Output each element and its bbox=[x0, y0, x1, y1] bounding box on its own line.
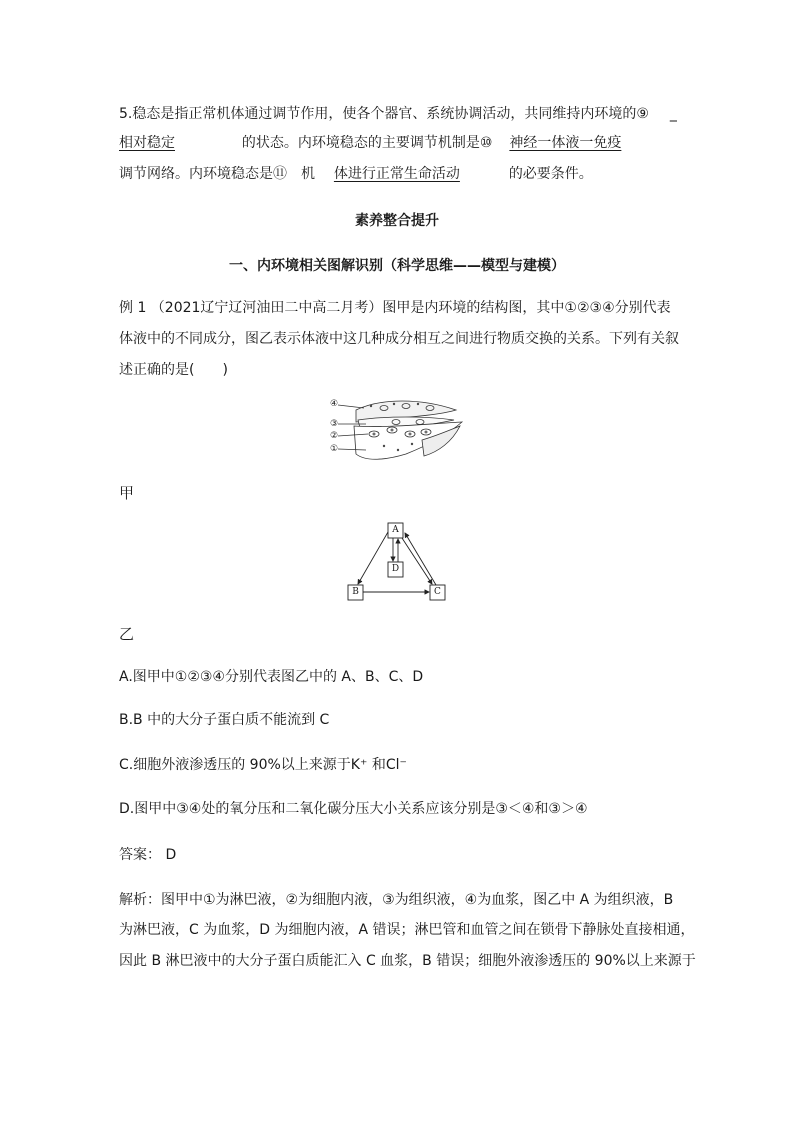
example-line-1: 例 1 （2021辽宁辽河油田二中高二月考）图甲是内环境的结构图，其中①②③④分别代表 bbox=[119, 300, 671, 316]
option-a: A.图甲中①②③④分别代表图乙中的 A、B、C、D bbox=[119, 669, 424, 685]
node-c-label: C bbox=[434, 587, 441, 597]
p5-line-2 bbox=[119, 133, 647, 153]
figure-yi-caption: 乙 bbox=[119, 625, 135, 643]
node-a-label: A bbox=[392, 525, 399, 535]
subsection-title: 一、内环境相关图解识别（科学思维——模型与建模） bbox=[229, 258, 565, 274]
p5-answer-11: 体进行正常生命活动 bbox=[333, 166, 460, 182]
p5-line-3 bbox=[119, 164, 593, 184]
option-b: B.B 中的大分子蛋白质不能流到 C bbox=[119, 712, 330, 728]
figure-jia-marker-1: ① bbox=[330, 444, 339, 454]
example-line-3: 述正确的是( ) bbox=[119, 362, 228, 378]
figure-jia-marker-2: ② bbox=[330, 431, 339, 441]
option-c: C.细胞外液渗透压的 90%以上来源于K⁺ 和Cl⁻ bbox=[119, 757, 407, 773]
section-title: 素养整合提升 bbox=[355, 213, 439, 229]
p5-answer-10: 神经一体液一免疫 bbox=[509, 135, 622, 151]
p5-blank-start: _ bbox=[669, 106, 677, 122]
node-d-label: D bbox=[391, 564, 400, 574]
node-b-label: B bbox=[352, 587, 359, 597]
p5-answer-9: 相对稳定 bbox=[119, 135, 175, 151]
figure-jia-marker-3: ③ bbox=[330, 419, 339, 429]
p5-text: 5.稳态是指正常机体通过调节作用，使各个器官、系统协调活动，共同维持内环境的⑨ bbox=[119, 106, 649, 122]
example-line-2: 体液中的不同成分，图乙表示体液中这几种成分相互之间进行物质交换的关系。下列有关叙 bbox=[119, 331, 679, 347]
p5-line-1 bbox=[119, 104, 677, 124]
analysis-line-2: 为淋巴液，C 为血浆，D 为细胞内液，A 错误；淋巴管和血管之间在锁骨下静脉处直接相通， bbox=[119, 922, 695, 938]
p5-text: 的状态。内环境稳态的主要调节机制是⑩ bbox=[241, 135, 493, 151]
analysis-line-1: 解析：图甲中①为淋巴液，②为细胞内液，③为组织液，④为血浆，图乙中 A 为组织液，B bbox=[119, 892, 674, 908]
answer: 答案： D bbox=[119, 847, 177, 863]
option-d: D.图甲中③④处的氧分压和二氧化碳分压大小关系应该分别是③＜④和③＞④ bbox=[119, 801, 588, 817]
p5-text: 的必要条件。 bbox=[508, 166, 593, 182]
figure-jia-diagram bbox=[326, 396, 466, 466]
analysis-line-3: 因此 B 淋巴液中的大分子蛋白质能汇入 C 血浆，B 错误；细胞外液渗透压的 90%以上来源于 bbox=[119, 953, 696, 969]
figure-jia-marker-4: ④ bbox=[330, 399, 339, 409]
p5-text: 调节网络。内环境稳态是⑪ 机 bbox=[119, 166, 315, 182]
figure-jia-caption: 甲 bbox=[119, 484, 135, 502]
